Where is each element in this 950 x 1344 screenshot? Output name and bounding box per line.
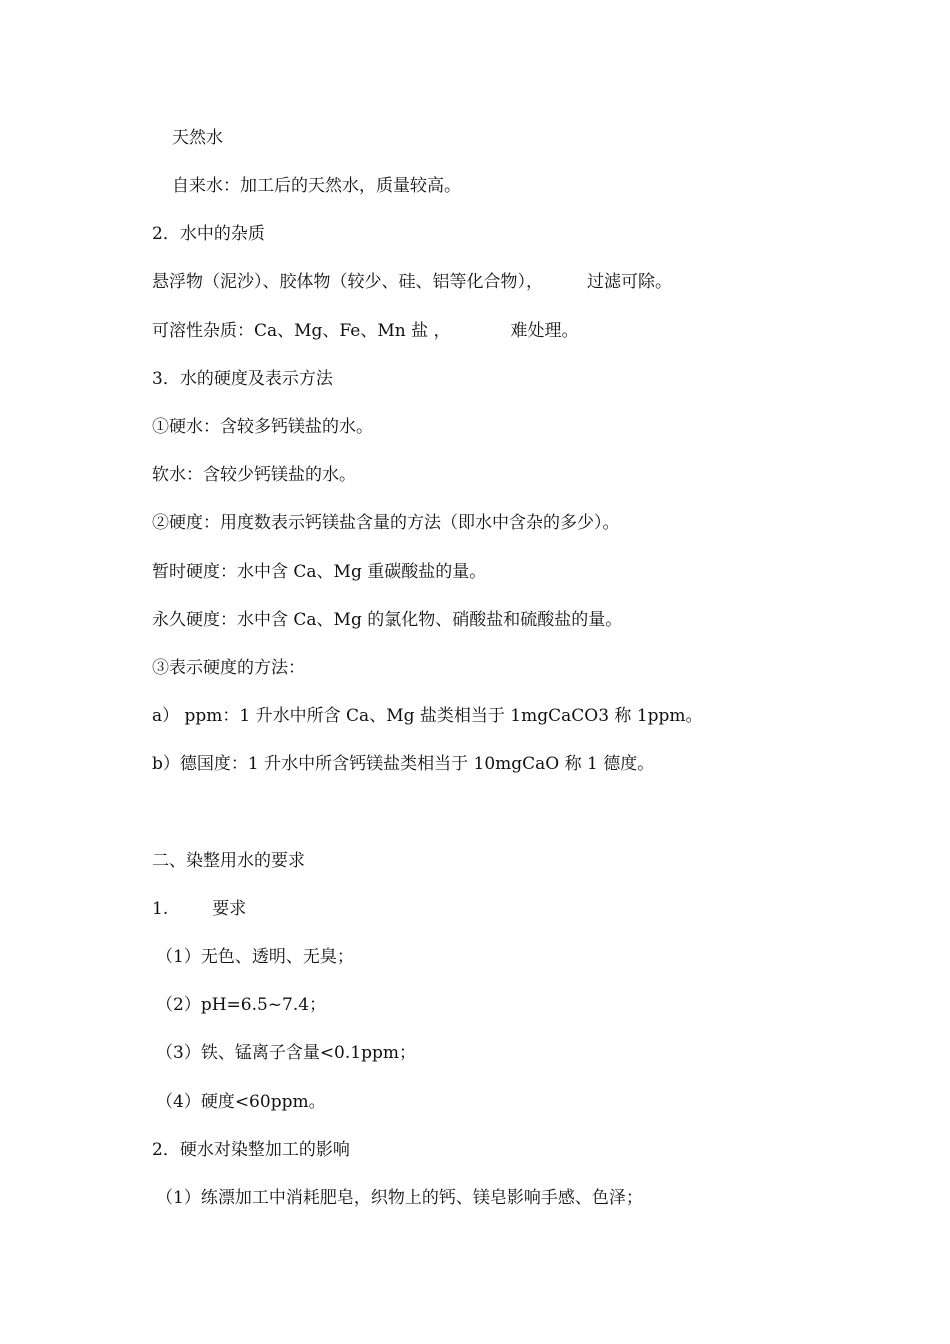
section-heading: 二、染整用水的要求 [152,851,305,871]
subsection-heading: 2．硬水对染整加工的影响 [152,1140,350,1160]
text-span: 要求 [212,899,247,919]
text-span: 可溶性杂质：Ca、Mg、Fe、Mn 盐 ， [152,321,451,341]
text-line: a） ppm：1 升水中所含 Ca、Mg 盐类相当于 1mgCaCO3 称 1ppm。 [152,706,703,726]
section-heading: 2．水中的杂质 [152,224,265,244]
text-line [152,319,579,343]
text-line: b）德国度：1 升水中所含钙镁盐类相当于 10mgCaO 称 1 德度。 [152,754,655,774]
list-item: （4）硬度<60ppm。 [156,1092,326,1112]
text-line: 暂时硬度：水中含 Ca、Mg 重碳酸盐的量。 [152,562,487,582]
subsection-heading [152,897,246,921]
section-heading: 3．水的硬度及表示方法 [152,369,333,389]
text-line: ②硬度：用度数表示钙镁盐含量的方法（即水中含杂的多少）。 [152,513,620,533]
text-line: 自来水：加工后的天然水，质量较高。 [172,176,461,196]
text-span: 1. [152,899,169,919]
text-span: 难处理。 [510,321,579,341]
text-line: 天然水 [172,128,223,148]
list-item: （1）练漂加工中消耗肥皂，织物上的钙、镁皂影响手感、色泽； [156,1188,643,1208]
text-line: ①硬水：含较多钙镁盐的水。 [152,417,373,437]
list-item: （1）无色、透明、无臭； [156,947,354,967]
text-line: 永久硬度：水中含 Ca、Mg 的氯化物、硝酸盐和硫酸盐的量。 [152,610,623,630]
text-line: 软水：含较少钙镁盐的水。 [152,465,356,485]
list-item: （3）铁、锰离子含量<0.1ppm； [156,1043,416,1063]
list-item: （2）pH=6.5~7.4； [156,995,327,1015]
text-line [152,270,672,294]
text-span: 过滤可除。 [587,272,672,292]
text-span: 悬浮物（泥沙）、胶体物（较少、硅、铝等化合物）， [152,272,543,292]
text-line: ③表示硬度的方法： [152,658,305,678]
